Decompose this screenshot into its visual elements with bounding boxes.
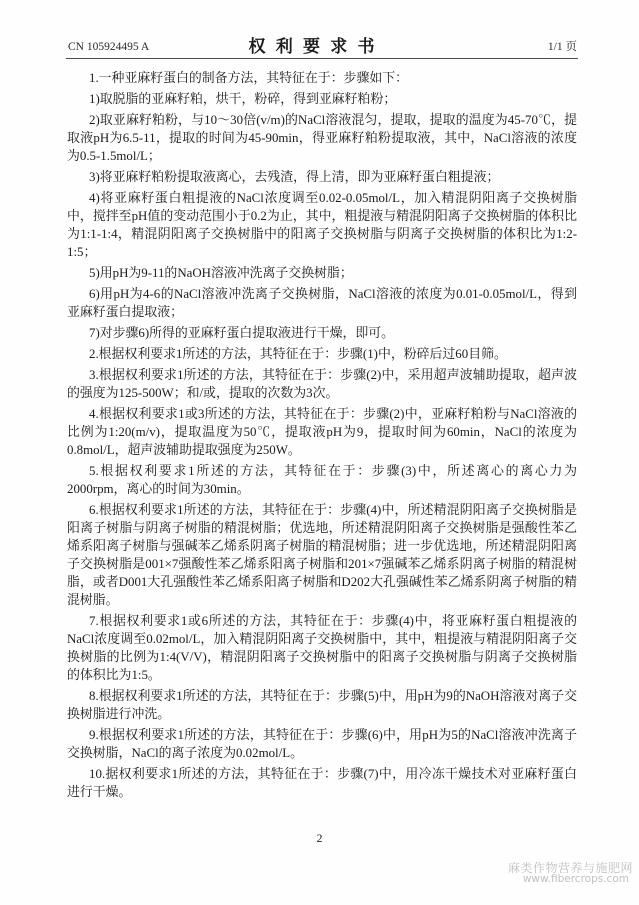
claim-2: 2.根据权利要求1所述的方法，其特征在于：步骤(1)中，粉碎后过60目筛。	[89, 347, 507, 361]
claim-1-step-2: 2)取亚麻籽粕粉，与10～30倍(v/m)的NaCl溶液混匀，提取，提取的温度为45-70℃，提取液pH为6.5-11，提取的时间为45-90min，得亚麻籽粕粉提取液，其中，NaCl溶液的浓度为0.5-1.5mol/L；	[67, 113, 577, 163]
claim-1-step-3: 3)将亚麻籽粕粉提取液离心，去残渣，得上清，即为亚麻籽蛋白粗提液；	[89, 170, 500, 184]
claim-9: 9.根据权利要求1所述的方法，其特征在于：步骤(6)中，用pH为5的NaCl溶液冲洗离子交换树脂，NaCl的离子浓度为0.02mol/L。	[67, 728, 577, 760]
publication-number: CN 105924495 A	[68, 41, 150, 53]
claim-8: 8.根据权利要求1所述的方法，其特征在于：步骤(5)中，用pH为9的NaOH溶液对离子交换树脂进行冲洗。	[67, 689, 577, 721]
claim-7: 7.根据权利要求1或6所述的方法，其特征在于：步骤(4)中，将亚麻籽蛋白粗提液的NaCl浓度调至0.02mol/L，加入精混阴阳离子交换树脂中，其中，粗提液与精混阴阳离子交换树脂的比例为1:4(V/V)，精混阴阳离子交换树脂中的阳离子交换树脂与阴离子交换树脂的体积比为1:5。	[67, 614, 577, 682]
watermark-site-name: 麻类作物营养与施肥网	[507, 861, 633, 875]
claim-3: 3.根据权利要求1所述的方法，其特征在于：步骤(2)中，采用超声波辅助提取，超声波的强度为125-500W；和/或，提取的次数为3次。	[67, 368, 577, 400]
watermark-url: www.fibercrops.com	[522, 873, 629, 885]
claim-5: 5.根据权利要求1所述的方法，其特征在于：步骤(3)中，所述离心的离心力为2000rpm，离心的时间为30min。	[67, 464, 577, 496]
claim-10: 10.据权利要求1所述的方法，其特征在于：步骤(7)中，用冷冻干燥技术对亚麻籽蛋白进行干燥。	[67, 767, 577, 799]
header-divider	[66, 58, 578, 59]
claim-4: 4.根据权利要求1或3所述的方法，其特征在于：步骤(2)中，亚麻籽粕粉与NaCl溶液的比例为1:20(m/v)，提取温度为50℃，提取液pH为9，提取时间为60min，NaCl的浓度为0.8mol/L，超声波辅助提取强度为250W。	[67, 407, 577, 457]
claim-1-step-4: 4)将亚麻籽蛋白粗提液的NaCl浓度调至0.02-0.05mol/L，加入精混阴阳离子交换树脂中，搅拌至pH值的变动范围小于0.2为止，其中，粗提液与精混阴阳离子交换树脂的体积比为1:1-1:4，精混阴阳离子交换树脂中的阳离子交换树脂与阴离子交换树脂的体积比为1:2-1:5；	[67, 191, 577, 259]
claim-6: 6.根据权利要求1所述的方法，其特征在于：步骤(4)中，所述精混阴阳离子交换树脂是阳离子树脂与阴离子树脂的精混树脂；优选地，所述精混阴阳离子交换树脂是强酸性苯乙烯系阳离子树脂与强碱苯乙烯系阴离子树脂的精混树脂；进一步优选地，所述精混阴阳离子交换树脂是001×7强酸性苯乙烯系阳离子树脂和201×7强碱苯乙烯系阴离子树脂的精混树脂，或者D001大孔强酸性苯乙烯系阳离子树脂和D202大孔强碱性苯乙烯系阴离子树脂的精混树脂。	[67, 503, 577, 607]
claim-1-step-5: 5)用pH为9-11的NaOH溶液冲洗离子交换树脂；	[89, 266, 353, 280]
claim-1-step-1: 1)取脱脂的亚麻籽粕，烘干，粉碎，得到亚麻籽粕粉；	[89, 92, 397, 106]
page-count: 1/1 页	[547, 41, 577, 53]
claims-body	[67, 69, 577, 804]
claim-1-step-7: 7)对步骤6)所得的亚麻籽蛋白提取液进行干燥，即可。	[89, 326, 395, 340]
claim-1-step-6: 6)用pH为4-6的NaCl溶液冲洗离子交换树脂，NaCl溶液的浓度为0.01-0.05mol/L，得到亚麻籽蛋白提取液；	[67, 287, 577, 319]
page-number: 2	[316, 831, 323, 845]
section-title: 权 利 要 求 书	[248, 37, 378, 56]
watermark	[503, 862, 633, 885]
claim-1-preamble: 1.一种亚麻籽蛋白的制备方法，其特征在于：步骤如下：	[89, 71, 409, 85]
